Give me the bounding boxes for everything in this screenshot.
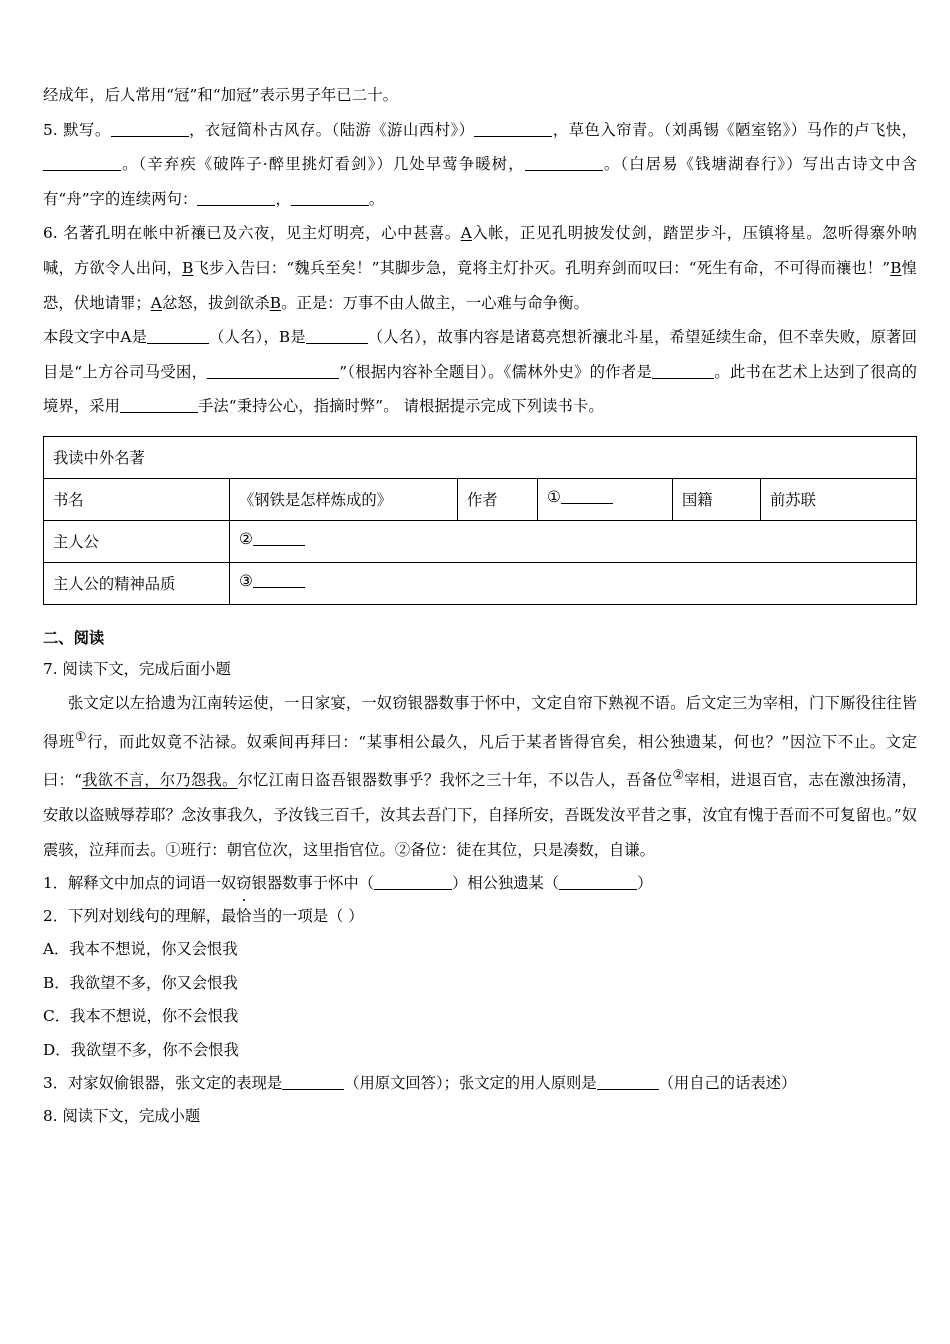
passage-line-3b: 尔忆江南日盗吾银器数事乎？我怀之三十年，不以告人，吾备位 bbox=[237, 771, 673, 790]
sub3-text-a: 3．对家奴偷银器，张文定的表现是 bbox=[43, 1074, 283, 1093]
option-c-text: 我本不想说，你不会恨我 bbox=[70, 1007, 239, 1026]
option-b-letter: B． bbox=[43, 973, 70, 992]
question-7-prompt bbox=[43, 653, 917, 686]
q5-blank-6[interactable] bbox=[291, 205, 369, 206]
question-5-seg-b: ，草色入帘青。（刘禹锡《陋室铭》）马作的 bbox=[552, 120, 855, 139]
continued-paragraph bbox=[43, 78, 917, 113]
q6-blank-title[interactable] bbox=[207, 378, 339, 379]
question-6-line4-b: （人名），B是 bbox=[209, 328, 306, 347]
continued-text: 经成年，后人常用“冠”和“加冠”表示男子年已二十。 bbox=[43, 86, 399, 104]
cell-protagonist-answer[interactable] bbox=[230, 520, 917, 562]
q7-sub1-blank-1[interactable] bbox=[374, 889, 452, 890]
reading-card-table bbox=[43, 436, 917, 605]
question-6-line2-b: 飞步入告曰：“魏兵至矣！”其脚步急，竟将主灯扑灭。孔明弃剑而叹曰：“死生有命， bbox=[193, 258, 775, 277]
dotted-emphasis-qie: 窃 bbox=[236, 867, 251, 900]
question-6-line1-a: 名著孔明在帐中祈禳已及六夜，见主灯明亮，心中甚喜。 bbox=[63, 224, 461, 243]
q7-sub3-blank-2[interactable] bbox=[597, 1089, 659, 1090]
cell-book-label: 书名 bbox=[44, 478, 230, 520]
answer-marker-2: ② bbox=[239, 529, 253, 548]
cell-blank-1[interactable] bbox=[561, 503, 613, 504]
question-5-label: 默写。 bbox=[63, 120, 111, 139]
section-two-heading: 二、阅读 bbox=[43, 628, 105, 647]
table-row bbox=[44, 436, 917, 478]
cell-blank-3[interactable] bbox=[253, 587, 305, 588]
passage-line-3a: 也？”因泣下不止。文定曰：“ bbox=[43, 732, 917, 790]
passage-line-2b: 行，而此奴竟不沾禄。奴乘间再拜曰：“某事相公最久，凡后于某者皆得官矣，相公独遗某，何 bbox=[87, 732, 750, 751]
option-d-letter: D． bbox=[43, 1040, 71, 1059]
passage-note-marker-2: ② bbox=[672, 768, 685, 784]
passage-underlined-sentence: 我欲不言，尔乃怨我。 bbox=[81, 771, 238, 790]
question-6-line6-a: 此书在艺术上达到了很高的境界，采用 bbox=[43, 362, 918, 416]
question-6-line5-a: 失败，原著回目是“上方谷司马受困， bbox=[43, 328, 917, 381]
sub3-text-c: （用自己的话表述） bbox=[658, 1074, 797, 1093]
table-row bbox=[44, 562, 917, 604]
question-7-sub-1 bbox=[43, 867, 917, 900]
option-b[interactable] bbox=[43, 967, 917, 1001]
question-5-seg-c-head: 卢飞快， bbox=[854, 120, 917, 139]
passage-line-5: 既发汝平昔之事，汝宜有愧于吾而不可复留也。”奴震骇，泣拜而去。①班行：朝官位次，这里指官位。②备位：徒在 bbox=[43, 805, 917, 859]
question-6-line3-a: 不可得而禳也！” bbox=[774, 258, 891, 277]
question-7-sub-3 bbox=[43, 1067, 917, 1100]
sub1-text-a: 1．解释文中加点的词语一奴 bbox=[43, 874, 237, 893]
question-5-seg-c: 。（辛弃疾《破阵子·醉里挑灯看剑》）几处早莺争暖树， bbox=[121, 155, 525, 174]
q5-blank-5[interactable] bbox=[197, 205, 275, 206]
q5-blank-2[interactable] bbox=[474, 136, 552, 137]
question-8-prompt-text: 阅读下文，完成小题 bbox=[62, 1107, 201, 1126]
question-6-line2-a: 得寨外呐喊，方欲令人出问， bbox=[43, 224, 917, 277]
option-a-text: 我本不想说，你又会恨我 bbox=[69, 940, 238, 959]
sub1-text-d: ） bbox=[637, 874, 653, 893]
question-6-line3-c: 忿怒，拔剑欲杀 bbox=[161, 293, 270, 312]
cell-book-title: 《钢铁是怎样炼成的》 bbox=[230, 478, 458, 520]
sub1-text-b: 银器数事于怀中（ bbox=[251, 874, 374, 893]
question-5-seg-d: 。（白居易《钱塘湖春行》） bbox=[602, 155, 803, 174]
q6-blank-author[interactable] bbox=[652, 378, 714, 379]
option-a-letter: A． bbox=[43, 940, 70, 959]
character-mark-b2: B bbox=[890, 258, 902, 277]
question-6-line3-d: 。正是：万事不由人做主，一心难与命争衡。 bbox=[281, 293, 590, 312]
passage-line-1: 张文定以左拾遗为江南转运使，一日家宴，一奴窃银器数事于怀中，文定自帘下熟视不语。后文定三为宰相，门 bbox=[68, 693, 825, 712]
option-a[interactable] bbox=[43, 933, 917, 967]
cell-author-label: 作者 bbox=[458, 478, 538, 520]
option-c-letter: C． bbox=[43, 1007, 71, 1026]
option-d-text: 我欲望不多，你不会恨我 bbox=[70, 1040, 239, 1059]
q5-blank-1[interactable] bbox=[111, 136, 189, 137]
question-6-line4-a: 本段文字中A是 bbox=[43, 328, 148, 347]
q6-blank-a[interactable] bbox=[147, 343, 209, 344]
q5-blank-4[interactable] bbox=[525, 170, 603, 171]
question-6-line6-b: 手法“秉持公心，指摘时弊”。 请根据提示完成下列读书卡。 bbox=[198, 397, 604, 416]
passage-line-4: 宰相，进退百官，志在激浊扬清，安敢以盗贼辱荐耶？念汝事我久，予汝钱三百千，汝其去吾门下，自择所安，吾 bbox=[43, 771, 917, 824]
question-6-number: 6. bbox=[43, 224, 58, 243]
question-7-sub-2: 2．下列对划线句的理解，最恰当的一项是（ ） bbox=[43, 907, 364, 926]
passage-line-6: 其位，只是凑数，自谦。 bbox=[486, 840, 655, 859]
question-7-number: 7. bbox=[43, 659, 58, 678]
character-mark-b: B bbox=[182, 258, 194, 277]
question-5-number: 5. bbox=[43, 120, 58, 139]
character-mark-b3: B bbox=[269, 293, 282, 312]
table-row bbox=[44, 478, 917, 520]
cell-nationality-label: 国籍 bbox=[673, 478, 761, 520]
character-mark-a2: A bbox=[150, 293, 162, 312]
q5-blank-3[interactable] bbox=[43, 170, 121, 171]
question-5-seg-e-end: 。 bbox=[368, 189, 385, 208]
reading-card-title: 我读中外名著 bbox=[44, 436, 917, 478]
cell-nationality-value: 前苏联 bbox=[761, 478, 917, 520]
question-8-number: 8. bbox=[43, 1107, 58, 1126]
sub3-text-b: （用原文回答）；张文定的用人原则是 bbox=[344, 1074, 597, 1093]
cell-blank-2[interactable] bbox=[253, 545, 305, 546]
q6-blank-technique[interactable] bbox=[120, 412, 198, 413]
question-6-line4-c: （人名），故事内容是诸葛亮想祈禳北斗星，希望延续生命，但不幸 bbox=[367, 328, 825, 347]
question-7-prompt-text: 阅读下文，完成后面小题 bbox=[62, 659, 231, 678]
cell-protagonist-label: 主人公 bbox=[44, 520, 230, 562]
question-5-seg-e-mid: ， bbox=[275, 189, 291, 208]
answer-marker-3: ③ bbox=[239, 571, 253, 590]
cell-quality-answer[interactable] bbox=[230, 562, 917, 604]
q7-sub1-blank-2[interactable] bbox=[559, 889, 637, 890]
question-6-fill-in bbox=[43, 320, 917, 424]
question-5-seg-e: 写出古诗文中含有“舟”字的连续两句： bbox=[43, 155, 917, 208]
question-6-line3-b: 惶恐，伏地请罪； bbox=[43, 258, 917, 312]
cell-author-answer[interactable] bbox=[538, 478, 673, 520]
q6-blank-b[interactable] bbox=[306, 343, 368, 344]
q7-sub3-blank-1[interactable] bbox=[282, 1089, 344, 1090]
passage-indent bbox=[43, 694, 68, 712]
question-6-line5-b: ”（根据内容补全题目）。《儒林外史》的作者是 bbox=[339, 362, 653, 381]
table-row bbox=[44, 520, 917, 562]
option-c[interactable] bbox=[43, 1000, 917, 1034]
answer-marker-1: ① bbox=[547, 487, 561, 506]
question-6-line5-c: 。 bbox=[714, 362, 730, 381]
question-6-line1-b: 入帐，正见孔明披发仗剑，踏罡步斗，压镇将星。忽听 bbox=[471, 224, 854, 243]
passage-note-marker-1: ① bbox=[74, 729, 88, 745]
option-d[interactable] bbox=[43, 1034, 917, 1068]
question-5-seg-a: ，衣冠简朴古风存。（陆游《游山西村》） bbox=[188, 120, 475, 139]
question-8-prompt bbox=[43, 1100, 917, 1133]
question-5 bbox=[43, 113, 917, 217]
cell-quality-label: 主人公的精神品质 bbox=[44, 562, 230, 604]
passage-line-2a: 下厮役往往皆得班 bbox=[43, 693, 917, 751]
question-6 bbox=[43, 216, 917, 320]
character-mark-a: A bbox=[460, 224, 472, 243]
sub1-text-c: ）相公独遗某（ bbox=[452, 874, 560, 893]
question-7-passage bbox=[43, 686, 917, 867]
option-b-text: 我欲望不多，你又会恨我 bbox=[69, 973, 238, 992]
